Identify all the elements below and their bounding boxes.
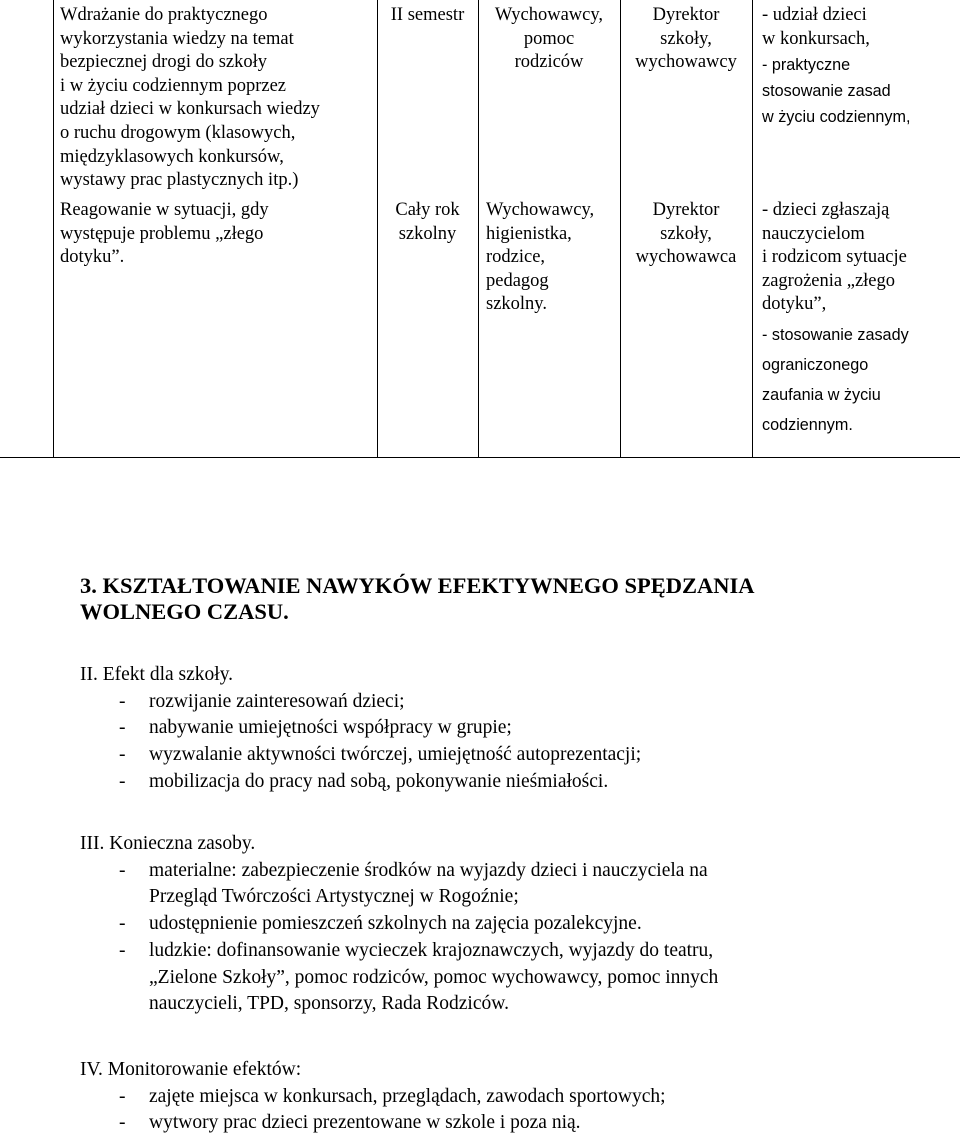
table-border bbox=[752, 0, 753, 458]
resources-section bbox=[80, 831, 718, 1018]
list-item: - wytwory prac dzieci prezentowane w szkole i poza nią. bbox=[119, 1112, 581, 1134]
table-cell-evaluation: - udział dzieci w konkursach, bbox=[762, 5, 870, 49]
program-table bbox=[0, 0, 960, 458]
list-item: - rozwijanie zainteresowań dzieci; bbox=[119, 690, 405, 712]
list-item: - ludzkie: dofinansowanie wycieczek krajoznawczych, wyjazdy do teatru, „Zielone Szkoły”, pomoc rodziców, pomoc wychowawcy, pomoc innych nauczycieli, TPD, sponsorzy, Rada Rodziców. bbox=[119, 939, 719, 1015]
section-subtitle: II. Efekt dla szkoły. bbox=[80, 664, 234, 685]
list-item: - materialne: zabezpieczenie środków na wyjazdy dzieci i nauczyciela na Przegląd Twórczości Artystycznej w Rogoźnie; bbox=[119, 859, 708, 908]
monitoring-section bbox=[80, 1057, 666, 1137]
table-cell-evaluation: - dzieci zgłaszają nauczycielom i rodzicom sytuacje zagrożenia „złego dotyku”, bbox=[762, 200, 907, 315]
table-cell-responsible: Wychowawcy, higienistka, rodzice, pedagog szkolny. bbox=[486, 200, 595, 315]
section-heading: 3. KSZTAŁTOWANIE NAWYKÓW EFEKTYWNEGO SPĘDZANIA WOLNEGO CZASU. bbox=[80, 573, 755, 624]
table-border bbox=[53, 0, 54, 458]
table-cell-supervisor: Dyrektor szkoły, wychowawca bbox=[635, 200, 737, 268]
table-border bbox=[0, 457, 960, 458]
list-item: - wyzwalanie aktywności twórczej, umiejętność autoprezentacji; bbox=[119, 744, 642, 766]
list-item: - nabywanie umiejętności współpracy w grupie; bbox=[119, 717, 512, 739]
section-subtitle: III. Konieczna zasoby. bbox=[80, 833, 256, 854]
list-item: - zajęte miejsca w konkursach, przeglądach, zawodach sportowych; bbox=[119, 1085, 666, 1107]
effect-section bbox=[80, 662, 641, 796]
table-cell-term: II semestr bbox=[390, 5, 465, 25]
table-cell-term: Cały rok szkolny bbox=[395, 200, 460, 244]
table-cell-task: Wdrażanie do praktycznego wykorzystania wiedzy na temat bezpiecznej drogi do szkoły i w życiu codziennym poprzez udział dzieci w konkursach wiedzy o ruchu drogowym (klasowych, międzyklasowych konkursów, wystawy prac plastycznych itp.) bbox=[60, 5, 320, 191]
table-cell-supervisor: Dyrektor szkoły, wychowawcy bbox=[635, 5, 737, 73]
table-cell-responsible: Wychowawcy, pomoc rodziców bbox=[494, 5, 604, 73]
list-item: - udostępnienie pomieszczeń szkolnych na zajęcia pozalekcyjne. bbox=[119, 913, 642, 935]
table-cell-task: Reagowanie w sytuacji, gdy występuje problemu „złego dotyku”. bbox=[60, 200, 269, 268]
list-item: - mobilizacja do pracy nad sobą, pokonywanie nieśmiałości. bbox=[119, 770, 609, 792]
table-cell-evaluation-cont: - praktyczne stosowanie zasad w życiu codziennym, bbox=[762, 56, 911, 126]
table-cell-evaluation-cont: - stosowanie zasady ograniczonego zaufania w życiu codziennym. bbox=[762, 326, 909, 434]
section-subtitle: IV. Monitorowanie efektów: bbox=[80, 1059, 302, 1080]
